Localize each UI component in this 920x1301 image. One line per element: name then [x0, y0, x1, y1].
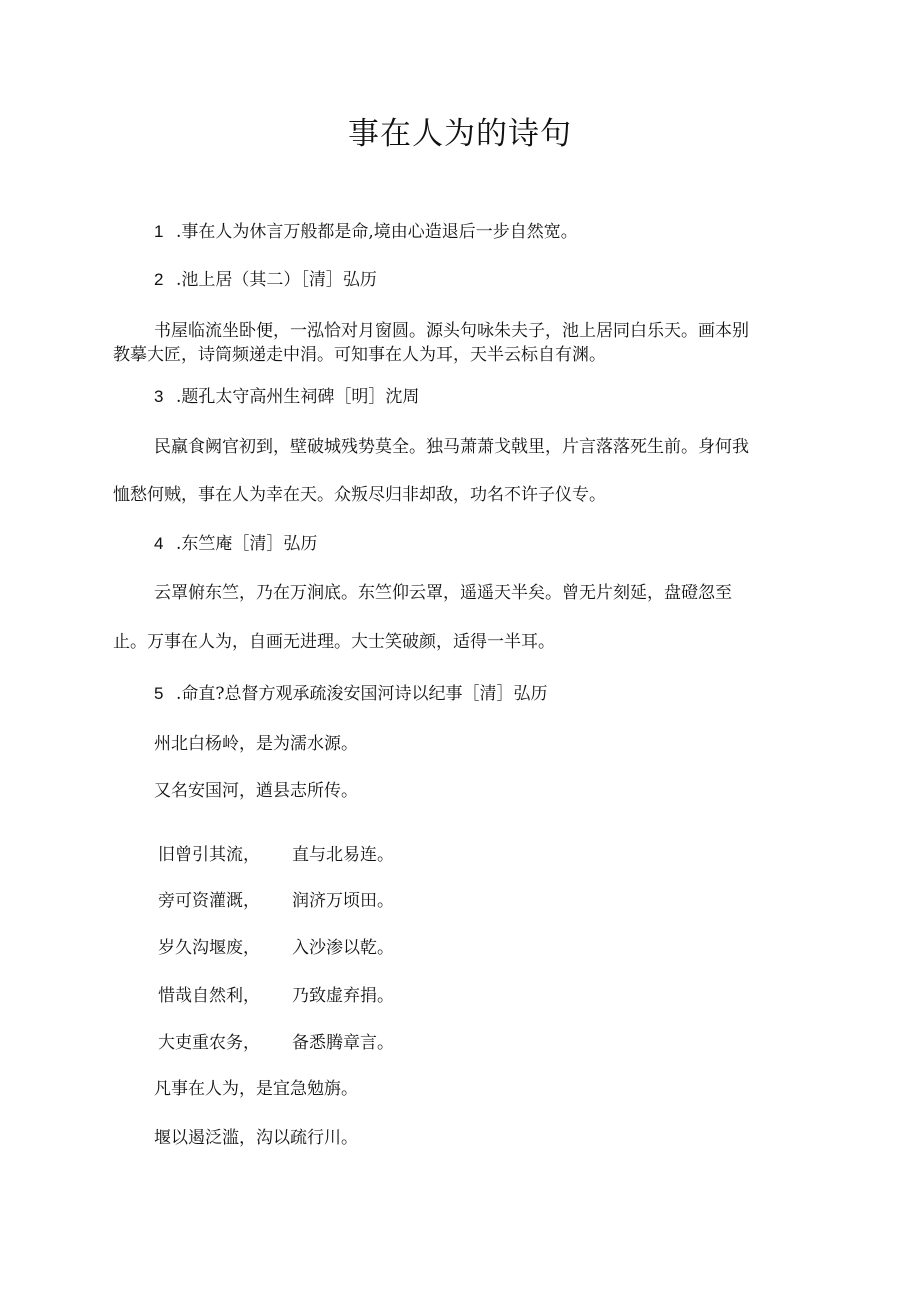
poem-line: 民羸食阙官初到，壁破城残势莫全。独马萧萧戈戟里，片言落落死生前。身何我 — [154, 437, 749, 457]
poem-line: 恤愁何贼，事在人为幸在天。众叛尽归非却敌，功名不许子仪专。 — [113, 485, 606, 505]
couplet-second: 乃致虚弃捐。 — [292, 986, 394, 1006]
item-text: .事在人为休言万般都是命,境由心造退后一步自然宽。 — [176, 222, 578, 242]
couplet-first: 大吏重农务， — [158, 1033, 260, 1053]
couplet-first: 旁可资灌溉， — [158, 891, 260, 911]
poem-line: 书屋临流坐卧便，一泓恰对月窗圆。源头句咏朱夫子，池上居同白乐天。画本别 — [154, 321, 749, 341]
item-number: 1 — [154, 222, 164, 241]
poem-line: 凡事在人为，是宜急勉旃。 — [154, 1079, 358, 1099]
poem-line: 州北白杨岭，是为濡水源。 — [154, 734, 358, 754]
list-item-4 — [154, 533, 317, 555]
item-text: .东竺庵［清］弘历 — [176, 534, 318, 554]
item-text: .命直?总督方观承疏浚安国河诗以纪事［清］弘历 — [176, 684, 548, 704]
poem-line: 又名安国河，遒县志所传。 — [154, 781, 358, 801]
couplet-second: 直与北易连。 — [292, 845, 394, 865]
couplet-first: 惜哉自然利， — [158, 986, 260, 1006]
poem-line: 堰以遏泛滥，沟以疏行川。 — [154, 1128, 358, 1148]
page-title: 事在人为的诗句 — [348, 116, 572, 152]
couplet-second: 润济万顷田。 — [292, 891, 394, 911]
list-item-5 — [154, 683, 548, 705]
item-number: 5 — [154, 684, 164, 703]
poem-couplet — [158, 985, 394, 1007]
couplet-second: 入沙渗以乾。 — [292, 938, 394, 958]
list-item-1 — [154, 221, 578, 243]
list-item-3 — [154, 386, 419, 408]
couplet-first: 岁久沟堰废， — [158, 938, 260, 958]
item-number: 4 — [154, 534, 164, 553]
poem-line: 止。万事在人为，自画无进理。大士笑破颜，适得一半耳。 — [113, 632, 555, 652]
poem-line: 教摹大匠，诗筒频递走中涓。可知事在人为耳，天半云标自有渊。 — [113, 345, 606, 365]
poem-couplet — [158, 890, 394, 912]
poem-line: 云罩俯东竺，乃在万涧底。东竺仰云罩，遥遥天半矣。曾无片刻延，盘磴忽至 — [154, 583, 732, 603]
poem-couplet — [158, 937, 394, 959]
item-text: .池上居（其二）［清］弘历 — [176, 270, 377, 290]
list-item-2 — [154, 269, 377, 291]
item-number: 2 — [154, 270, 164, 289]
poem-couplet — [158, 1032, 394, 1054]
item-text: .题孔太守高州生祠碑［明］沈周 — [176, 387, 420, 407]
couplet-first: 旧曾引其流， — [158, 845, 260, 865]
item-number: 3 — [154, 387, 164, 406]
couplet-second: 备悉腾章言。 — [292, 1033, 394, 1053]
poem-couplet — [158, 844, 394, 866]
